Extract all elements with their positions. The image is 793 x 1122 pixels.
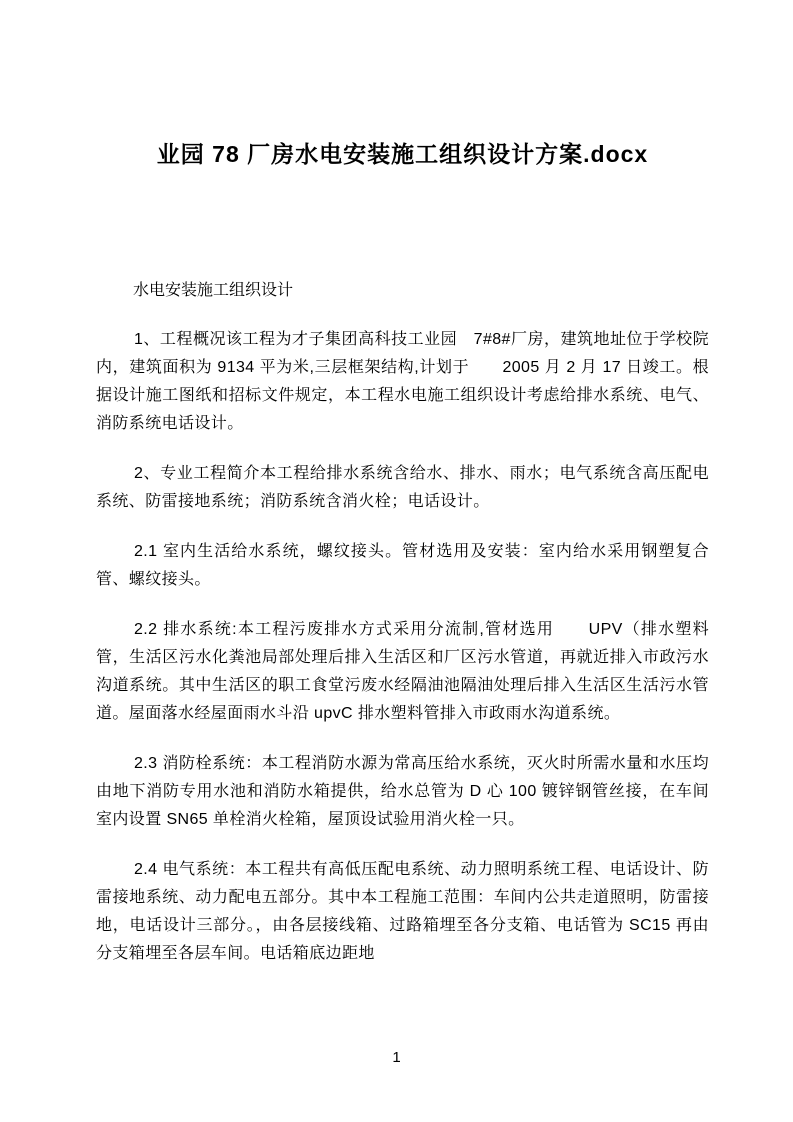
paragraph-drainage-system: 2.2 排水系统:本工程污废排水方式采用分流制,管材选用 UPV（排水塑料管，生活区污水化粪池局部处理后排入生活区和厂区污水管道，再就近排入市政污水沟道系统。其中生活区的职工食堂污废水经隔油池隔油处理后排入生活区生活污水管道。屋面落水经屋面雨水斗沿 upvC 排水塑料管排入市政雨水沟道系统。 — [96, 621, 709, 723]
document-title: 业园 78 厂房水电安装施工组织设计方案.docx — [156, 141, 649, 167]
paragraph-electrical-system: 2.4 电气系统：本工程共有高低压配电系统、动力照明系统工程、电话设计、防雷接地系统、动力配电五部分。其中本工程施工范围：车间内公共走道照明，防雷接地，电话设计三部分。，由各层接线箱、过路箱埋至各分支箱、电话管为 SC15 再由分支箱埋至各层车间。电话箱底边距地 — [96, 861, 709, 963]
paragraph-specialty-works-intro: 2、专业工程简介本工程给排水系统含给水、排水、雨水；电气系统含高压配电系统、防雷接地系统；消防系统含消火栓；电话设计。 — [96, 465, 709, 511]
paragraph-fire-hydrant-system: 2.3 消防栓系统：本工程消防水源为常高压给水系统，灭火时所需水量和水压均由地下消防专用水池和消防水箱提供，给水总管为 D 心 100 镀锌钢管丝接，在车间室内设置 SN65 单栓消火栓箱，屋顶设试验用消火栓一只。 — [96, 755, 709, 829]
paragraph-indoor-water-supply: 2.1 室内生活给水系统，螺纹接头。管材选用及安装：室内给水采用钢塑复合管、螺纹接头。 — [96, 543, 709, 589]
paragraph-project-overview: 1、工程概况该工程为才子集团高科技工业园 7#8#厂房，建筑地址位于学校院内，建筑面积为 9134 平为米,三层框架结构,计划于 2005 月 2 月 17 日竣工。根据设计施工图纸和招标文件规定，本工程水电施工组织设计考虑给排水系统、电气、消防系统电话设计。 — [96, 331, 709, 433]
document-subtitle: 水电安装施工组织设计 — [133, 282, 294, 300]
document-body — [96, 326, 709, 968]
page-number: 1 — [392, 1049, 401, 1066]
